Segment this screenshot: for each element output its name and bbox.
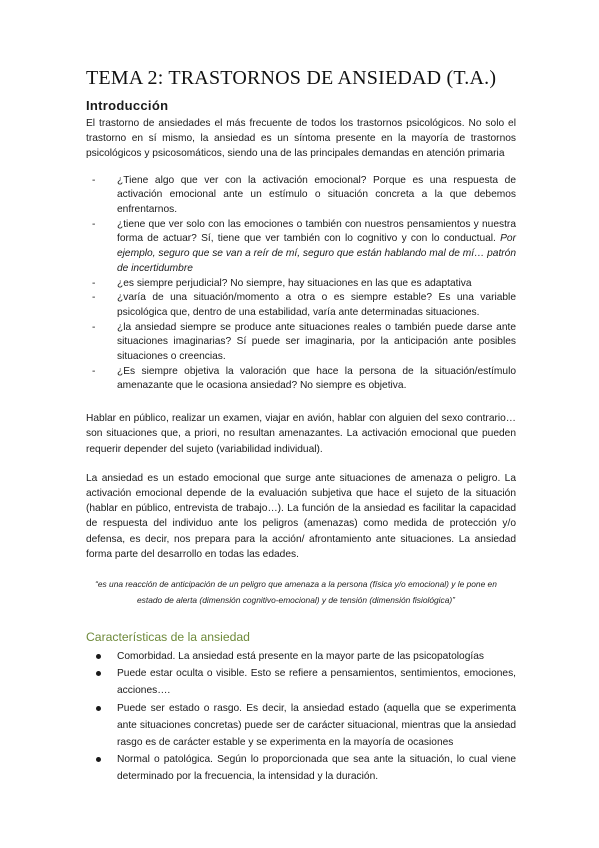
dash-marker: - [92,218,96,230]
definition-paragraph: La ansiedad es un estado emocional que surge ante situaciones de amenaza o peligro. La activación emocional depende de la evaluación subjetiva que hace el sujeto de la situación (hablar en público, entrevista de trabajo…). La función de la ansiedad es facilitar la capacidad de respuesta del individuo ante los peligros (amenazas) como medida de protección y/o defensa, es decir, nos prepara para la acción/ afrontamiento ante situaciones. La ansiedad forma parte del desarrollo en todas las edades. [86,472,516,560]
dash-marker: - [92,292,96,304]
characteristics-heading: Características de la ansiedad [86,629,250,644]
bullet-icon [96,654,101,659]
definition-quote: “es una reacción de anticipación de un peligro que amenaza a la persona (física y/o emocional) y le pone en estado de alerta (dimensión cognitivo-emocional) y de tensión (dimensión fisiológica)” [95,578,497,606]
list-item [86,648,516,665]
situations-paragraph: Hablar en público, realizar un examen, viajar en avión, hablar con alguien del sexo contrario… son situaciones que, a priori, no resultan amenazantes. La activación emocional que pueden requerir depender del sujeto (variabilidad individual). [86,413,516,455]
list-item-text: ¿varía de una situación/momento a otra o es siempre estable? Es una variable psicológica que, dentro de una estabilidad, varía ante determinadas situaciones. [117,292,516,318]
bullet-icon [96,757,101,762]
page-content [86,66,516,786]
list-item [86,321,516,365]
list-item-text: ¿Tiene algo que ver con la activación emocional? Porque es una respuesta de activación emocional ante un estímulo o situación concreta a la que debemos enfrentarnos. [117,174,516,216]
list-item [86,700,516,752]
dash-marker: - [92,365,96,377]
dash-marker: - [92,321,96,333]
list-item-text: Puede ser estado o rasgo. Es decir, la ansiedad estado (aquella que se experimenta ante situaciones concretas) puede ser de carácter situacional, mientras que la ansiedad rasgo es de carácter estable y se experimenta en la mayoría de ocasiones [117,702,516,748]
list-item [86,291,516,320]
dash-marker: - [92,277,96,289]
list-item [86,665,516,699]
intro-heading: Introducción [86,98,169,113]
list-item-text: ¿tiene que ver solo con las emociones o también con nuestros pensamientos y nuestra forma de actuar? Sí, tiene que ver también con lo cognitivo y con lo conductual. [117,218,516,245]
questions-list [86,174,516,395]
list-item-text: Normal o patológica. Según lo proporcionada que sea ante la situación, lo cual viene determinado por la frecuencia, la intensidad y la duración. [117,754,516,783]
list-item-text: ¿es siempre perjudicial? No siempre, hay situaciones en las que es adaptativa [117,277,472,289]
intro-paragraph: El trastorno de ansiedades el más frecuente de todos los trastornos psicológicos. No solo el trastorno en sí mismo, la ansiedad es un síntoma presente en la mayoría de trastornos psicológicos y psicosomáticos, siendo una de las principales demandas en atención primaria [86,118,516,160]
list-item [86,751,516,785]
dash-marker: - [92,174,96,186]
bullet-icon [96,706,101,711]
bullet-icon [96,671,101,676]
characteristics-list [86,648,516,786]
list-item [86,365,516,394]
document-title: TEMA 2: TRASTORNOS DE ANSIEDAD (T.A.) [86,67,497,89]
list-item-text: Puede estar oculta o visible. Esto se refiere a pensamientos, sentimientos, emociones, acciones…. [117,668,516,697]
list-item [86,277,516,292]
list-item-text: Comorbidad. La ansiedad está presente en la mayor parte de las psicopatologías [117,650,484,662]
list-item [86,218,516,277]
list-item-text: ¿Es siempre objetiva la valoración que hace la persona de la situación/estímulo amenazante que le ocasiona ansiedad? No siempre es objetiva. [117,365,516,392]
list-item-text: ¿la ansiedad siempre se produce ante situaciones reales o también puede darse ante situaciones imaginarias? Sí puede ser imaginaria, por la anticipación ante posibles situaciones o creencias. [117,321,516,363]
list-item-example: Por ejemplo, seguro que se van a reír de mí, seguro que están hablando mal de mí… patrón de incertidumbre [117,233,516,274]
list-item [86,174,516,218]
